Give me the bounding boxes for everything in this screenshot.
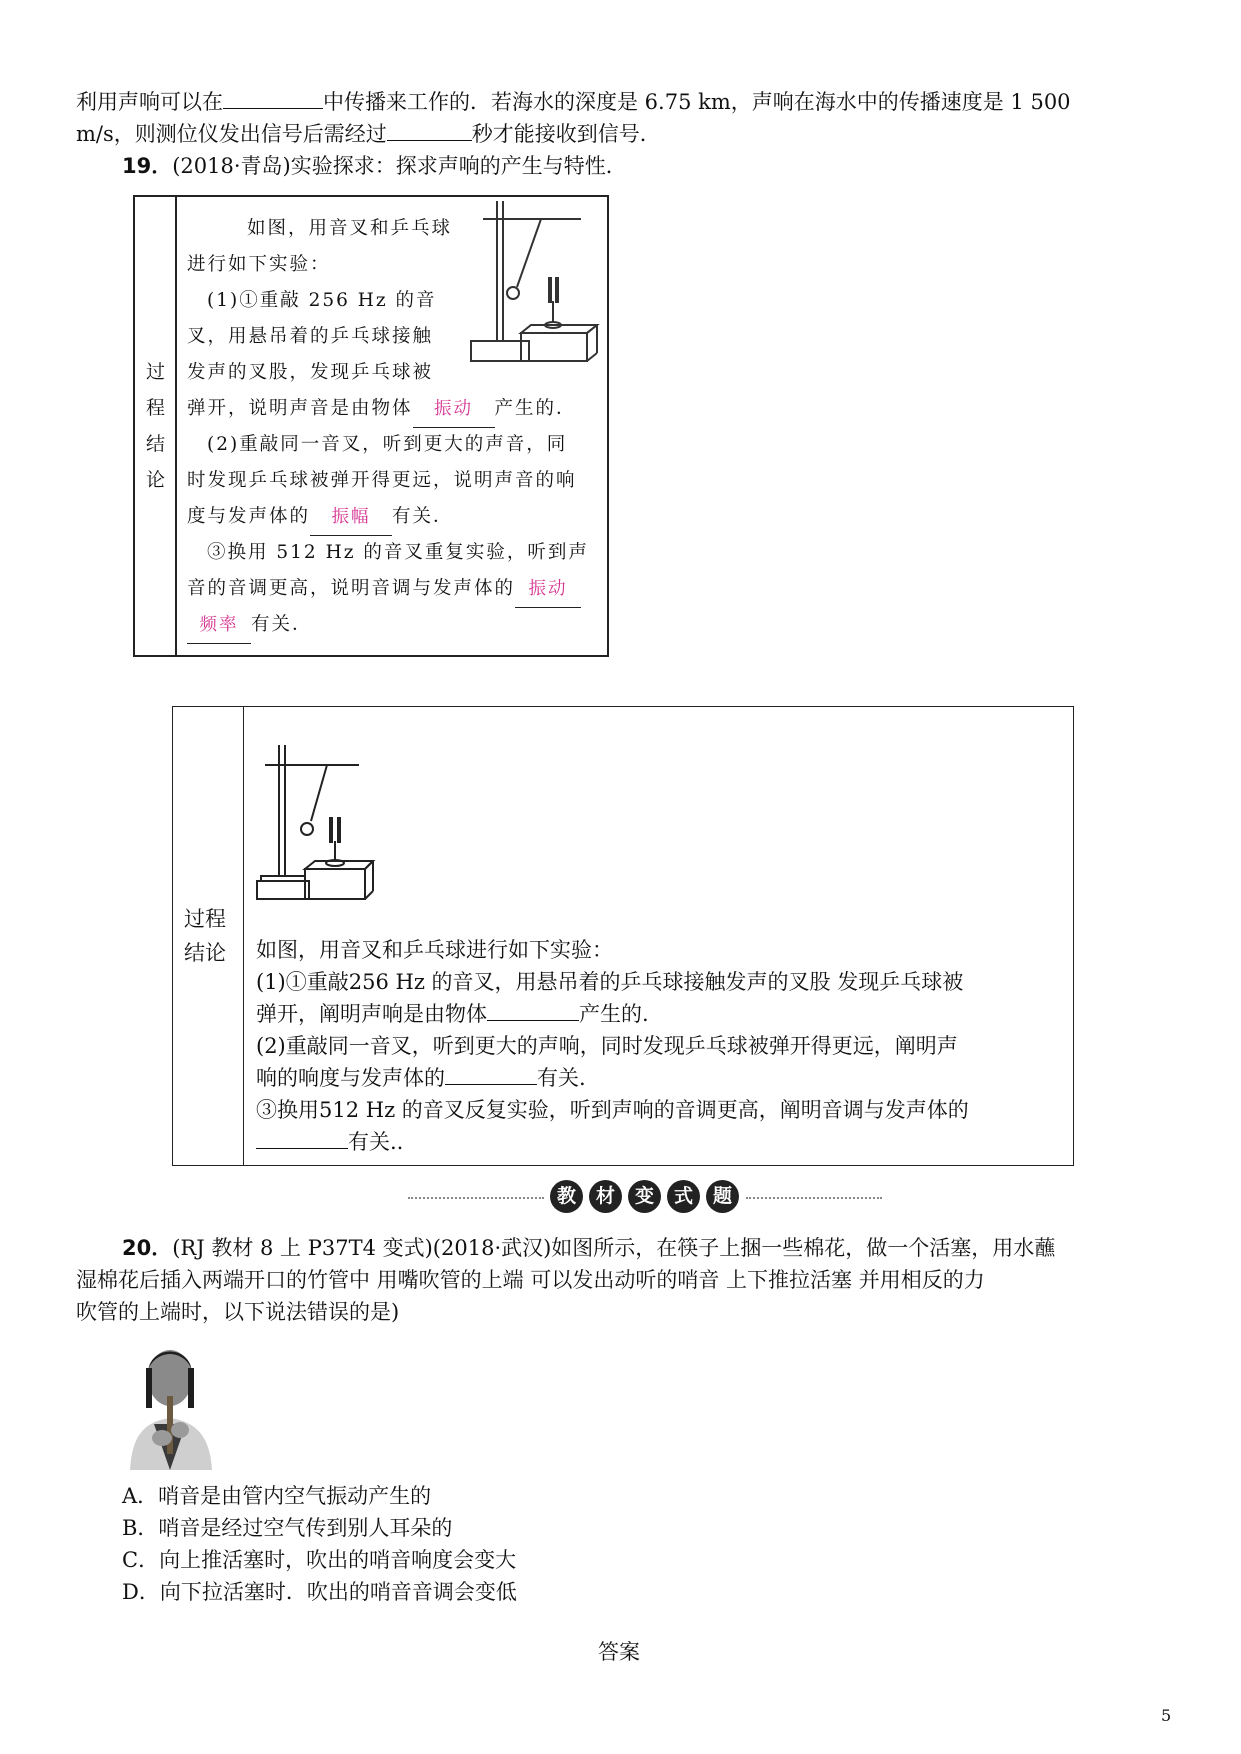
scan-line-6: 弹开，说明声音是由物体 振动 产生的． bbox=[187, 391, 577, 428]
scan-label-column: 过 程 结 论 bbox=[135, 197, 177, 655]
banner-dotline-left bbox=[408, 1197, 544, 1199]
q20-line2: 湿棉花后插入两端开口的竹管中 用嘴吹管的上端 可以发出动听的哨音 上下推拉活塞 并用相反的力 bbox=[76, 1268, 985, 1292]
typed-line-5: 响的响度与发声体的 有关. bbox=[256, 1062, 1070, 1094]
answer-vibration-2: 振动 bbox=[515, 571, 581, 608]
option-b: B．哨音是经过空气传到别人耳朵的 bbox=[122, 1516, 453, 1540]
q19-number: 19． bbox=[122, 154, 173, 178]
q19-stem: 19．(2018·青岛)实验探求：探求声响的产生与特性． bbox=[122, 154, 627, 178]
banner-dotline-right bbox=[746, 1197, 882, 1199]
tuning-fork-apparatus-drawing-small bbox=[469, 197, 609, 377]
q20-line3: 吹管的上端时，以下说法错误的是) bbox=[76, 1300, 400, 1324]
typed-line-7: 有关.. bbox=[256, 1126, 1070, 1158]
typed-question-table: 过程 结论 如图，用音叉和乒乓球进行如下实验： (1)①重敲256 Hz 的音叉，用悬吊着的乒乓球接触发声的叉股 发现乒乓球被 弹开，阐明声响是由物体 产生的. (2)重敲同一音叉，听到更大的声响，同时发现乒乓球被弹开得更远，阐明声 响的响度与发声体的 有关. ③换用512 Hz 的音叉反复实验，听到声响的音调更高，阐明音调与发声体的 有关.. bbox=[172, 706, 1074, 1166]
q18-line1: 利用声响可以在 中传播来工作的．若海水的深度是 6.75 km，声响在海水中的传播速度是 1 500 bbox=[76, 86, 1071, 118]
q18-blank-2 bbox=[387, 118, 472, 141]
q20-line1: 20．(RJ 教材 8 上 P37T4 变式)(2018·武汉)如图所示，在筷子上捆一些棉花，做一个活塞，用水蘸 bbox=[122, 1236, 1056, 1260]
banner-char: 教 bbox=[550, 1180, 583, 1213]
answer-frequency: 频率 bbox=[187, 607, 251, 644]
scan-line-12: 音的音调更高，说明音调与发声体的 振动 bbox=[187, 571, 581, 608]
scanned-answer-table: 过 程 结 论 如图，用音叉和乒乓球 进行如下实验： (1)①重敲 256 Hz 的音 叉，用悬吊着的乒乓球接触 发声的叉股，发现乒乓球被 弹开，说明声音是由物体 振动 产生的． (2)重敲同一音叉，听到更大的声音，同 时发现乒乓球被弹开得更远，说明声音的响 度与发声体的 振幅 有关． ③换用 512 Hz 的音叉重复实验，听到声 音的音调更高，说明音调与发声体的 振动 频率 有关． bbox=[133, 195, 609, 657]
answer-amplitude: 振幅 bbox=[310, 499, 392, 536]
option-d: D．向下拉活塞时．吹出的哨音音调会变低 bbox=[122, 1580, 517, 1604]
q20-number: 20． bbox=[122, 1236, 173, 1260]
typed-blank-1 bbox=[487, 998, 579, 1021]
q18-blank-1 bbox=[223, 86, 323, 109]
scan-line-13: 频率 有关． bbox=[187, 607, 313, 644]
banner-char: 材 bbox=[589, 1180, 622, 1213]
typed-line-3: 弹开，阐明声响是由物体 产生的. bbox=[256, 998, 1070, 1030]
banner-char: 变 bbox=[628, 1180, 661, 1213]
typed-blank-2 bbox=[445, 1062, 537, 1085]
typed-label-column: 过程 结论 bbox=[173, 707, 244, 1165]
answer-heading: 答案 bbox=[598, 1640, 640, 1664]
page-number: 5 bbox=[1161, 1706, 1172, 1725]
q18-line2: m/s，则测位仪发出信号后需经过 秒才能接收到信号． bbox=[76, 118, 661, 150]
tuning-fork-apparatus-drawing bbox=[255, 743, 405, 903]
scan-line-9: 度与发声体的 振幅 有关． bbox=[187, 499, 454, 536]
option-c: C．向上推活塞时，吹出的哨音响度会变大 bbox=[122, 1548, 517, 1572]
typed-blank-3 bbox=[256, 1126, 348, 1149]
option-a: A．哨音是由管内空气振动产生的 bbox=[122, 1484, 432, 1508]
banner-char: 式 bbox=[667, 1180, 700, 1213]
banner-char: 题 bbox=[706, 1180, 739, 1213]
answer-vibration: 振动 bbox=[413, 391, 495, 428]
girl-blowing-pipe-photo bbox=[122, 1334, 218, 1470]
